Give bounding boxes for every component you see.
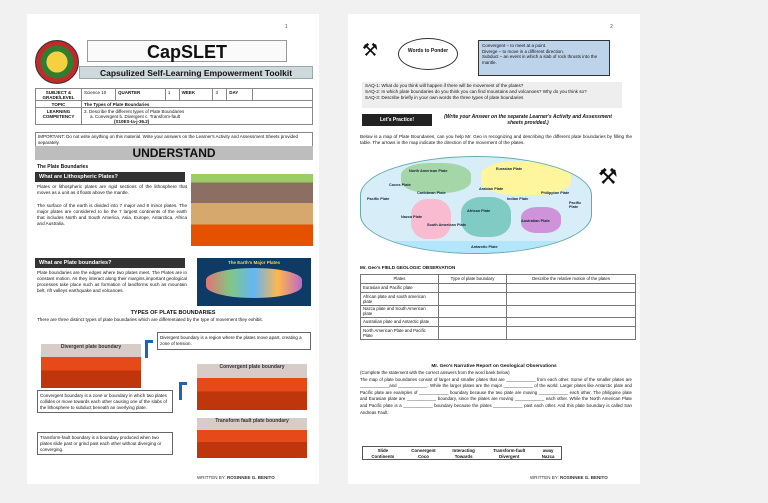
- day-value: [253, 89, 313, 101]
- definitions-box: [478, 40, 610, 76]
- boundary-cell: [439, 284, 507, 293]
- plate-label: Indian Plate: [507, 197, 529, 201]
- info-table: [35, 88, 313, 125]
- table-row: [361, 327, 636, 340]
- saq-3: SAQ-3: Describe briefly in your own words the three types of plate boundaries: [365, 94, 524, 100]
- boundary-cell: [439, 318, 507, 327]
- plates-cell: North American Plate and Pacific Plate: [361, 327, 439, 340]
- table-row: [361, 293, 636, 306]
- plates-cell: African plate and south american plate: [361, 293, 439, 306]
- motion-cell: [507, 318, 636, 327]
- word-bank-word: Interacting: [452, 447, 475, 453]
- word-bank-word: Divergent: [499, 453, 520, 459]
- plate-label: Pacific Plate: [367, 197, 390, 201]
- subject-label: SUBJECT & GRADE/LEVEL: [36, 89, 82, 101]
- observation-table: [360, 274, 636, 340]
- report: [360, 370, 632, 416]
- plate-label: Pacific Plate: [569, 201, 582, 209]
- motion-cell: [507, 284, 636, 293]
- land-shape: [461, 197, 511, 237]
- competency-code: (S10ES-Ia-j-36.2): [114, 118, 150, 124]
- table-row: [361, 305, 636, 318]
- land-shape: [411, 199, 451, 239]
- words-to-ponder-cloud: Words to Ponder: [398, 38, 458, 70]
- divergent-box: Divergent boundary is a region where the plates move apart, creating a zone of tension.: [157, 332, 311, 350]
- plates-cell: Australian plate and Antarctic plate: [361, 318, 439, 327]
- saq-2: SAQ-2: In which plate boundaries do you think you can find mountains and volcanoes? Why do you think so?: [365, 88, 587, 94]
- transform-diagram: [197, 418, 307, 458]
- convergent-diagram: [197, 364, 307, 410]
- table-row: [361, 284, 636, 293]
- geologist-hammer-icon: ⚒: [598, 164, 618, 189]
- plates-map-graphic: [206, 268, 302, 298]
- topic-value: The Types of Plate Boundaries: [82, 101, 313, 108]
- competency-options: a. Convergent b. Divergent c. Transform-fault: [90, 113, 181, 119]
- plates-cell: Eurasian and Pacific plate: [361, 284, 439, 293]
- table-row: [361, 318, 636, 327]
- plate-label: Cocos Plate: [389, 183, 411, 187]
- saq-box: [362, 82, 622, 108]
- quarter-value: 1: [165, 89, 179, 101]
- hammer-icon: ⚒: [362, 40, 379, 60]
- word-bank-row: [363, 453, 562, 460]
- topic-label: TOPIC: [36, 101, 82, 108]
- footer: [197, 475, 275, 480]
- q1-heading: What are Lithospheric Plates?: [35, 172, 185, 182]
- understand-banner: UNDERSTAND: [35, 146, 313, 160]
- competency-cell: [82, 108, 313, 125]
- types-intro: There are three distinct types of plate boundaries which are differentiated by the type of movement they exhibit.: [37, 317, 263, 322]
- land-shape: [401, 163, 471, 193]
- page-title: CapSLET: [87, 40, 287, 62]
- table-header: Describe the relative motion of the plates: [507, 275, 636, 284]
- word-bank-word: Nazca: [541, 453, 555, 459]
- competency-label: LEARNING COMPETENCY: [36, 108, 82, 125]
- convergent-box: Convergent boundary is a zone or boundary in which two plates collides or move towards each other causing one of the slabs of the lithosphere to subduct beneath an overlying plate.: [37, 390, 173, 413]
- plate-label: Philippine Plate: [541, 191, 570, 195]
- boundary-cell: [439, 305, 507, 318]
- subduct-definition: Subduct – an event in which a slab of rock thrusts into the mantle.: [482, 54, 598, 65]
- plate-label: South American Plate: [427, 223, 467, 227]
- types-title: TYPES OF PLATE BOUNDARIES: [130, 310, 216, 316]
- footer-author: ROSINNEE G. BENITO: [560, 475, 608, 480]
- footer-author: ROSINNEE G. BENITO: [227, 475, 275, 480]
- boundary-cell: [439, 327, 507, 340]
- q2-heading: What are Plate boundaries?: [35, 258, 185, 268]
- map-instructions: Below is a map of Plate Boundaries, can you help Mr. Geo in recognizing and describing the different plate boundaries by filling the table. The arrows in the map indicate the direction of the movement of the plates.: [360, 134, 632, 145]
- plate-label: Australian Plate: [521, 219, 550, 223]
- motion-cell: [507, 293, 636, 306]
- quarter-label: QUARTER: [116, 89, 166, 101]
- word-bank-word: Slide: [377, 447, 389, 453]
- word-bank-word: Continents: [371, 453, 395, 459]
- tagline: Capsulized Self-Learning Empowerment Toolkit: [79, 66, 313, 79]
- map-caption: The Earth's Major Plates: [227, 260, 281, 265]
- plate-label: Nazca Plate: [401, 215, 423, 219]
- report-title: Mr. Geo's Narrative Report on Geological Observations: [431, 364, 557, 369]
- q2-text: Plate boundaries are the edges where two plates meet. The Plates are in constant motion. As they interact along their margins,important geological processes take place such as formation of landforms such as mountain belt, rift valleys earthquake and volcanoes.: [37, 270, 187, 293]
- arrow-icon: [145, 340, 153, 358]
- day-label: DAY: [227, 89, 253, 101]
- convergent-label: Convergent plate boundary: [219, 364, 285, 370]
- page-number: 2: [610, 24, 613, 30]
- word-bank-word: Transform-fault: [493, 447, 526, 453]
- plate-boundaries-map: [360, 156, 592, 254]
- week-value: 3: [213, 89, 227, 101]
- lets-practice-banner: Let's Practice!: [362, 114, 432, 126]
- section-title: The Plate Boundaries: [37, 164, 89, 170]
- word-bank-word: Coco: [417, 453, 429, 459]
- subject-value: Science 10: [82, 89, 116, 101]
- report-instructions: (Complete the statement with the correct answers from the word bank below): [360, 370, 510, 375]
- word-bank-word: Towards: [454, 453, 473, 459]
- boundary-cell: [439, 293, 507, 306]
- arrow-icon: [179, 382, 187, 400]
- motion-cell: [507, 305, 636, 318]
- plate-label: Caribbean Plate: [417, 191, 446, 195]
- important-note: IMPORTANT: Do not write anything on this material. Write your answers on the Learner's Activity and Assessment Sheets provided separately.: [35, 132, 313, 148]
- report-text: The map of plate boundaries consist of larger and smaller plates that are ____________ from each other. Some of the smaller plates are ____________and ____________. While the larger plates are the major ____________ of the world. Larger plates like Antarctic plate and Pacific plate are examples of ____________ boundary because the two plate are moving ____________ each other. The philippine plate and Eurasian plate are ____________ boundary, since the plates are moving ____________ each other. While the North American Plate and Pacific plate is a ____________ boundary because the plates ____________ past each other. And this plate boundary is called San Andreas Fault.: [360, 376, 632, 415]
- practice-note: (Write your Answer on the separate Learner's Activity and Assessment sheets provided.): [444, 114, 612, 126]
- convergent-definition: Convergent – to meet at a point.: [482, 43, 547, 48]
- footer-prefix: WRITTEN BY:: [197, 475, 226, 480]
- plate-label: Eurasian Plate: [496, 167, 523, 171]
- divergent-definition: Diverge – to move in a different direction.: [482, 48, 564, 54]
- header: [35, 40, 313, 84]
- saq-1: SAQ-1: What do you think will happen if there will be movement of the plates?: [365, 83, 524, 88]
- word-bank-word: Convergent: [411, 447, 436, 453]
- lithosphere-illustration: [191, 174, 313, 246]
- q1-text: Plates or lithospheric plates are rigid sections of the lithosphere that moves as a unit as it floats above the mantle.: [37, 184, 187, 195]
- earth-plates-map: [197, 258, 311, 306]
- plate-label: Arabian Plate: [479, 187, 504, 191]
- q1-text-2: The surface of the earth is divided into 7 major and 8 minor plates. The major plates are considered to be the 7 largest continents of the earth that includes North and South America, Asia, Europe, Antarctica, Africa and Australia.: [37, 203, 187, 226]
- transform-label: Transform fault plate boundary: [215, 418, 289, 424]
- plates-cell: Nazca plate and South American plate: [361, 305, 439, 318]
- table-header: Type of plate boundary: [439, 275, 507, 284]
- table-header: Plates: [361, 275, 439, 284]
- page-number: 1: [285, 24, 288, 30]
- word-bank: [362, 446, 562, 460]
- table-title: Mr. Geo's FIELD GEOLOGIC OBSERVATION: [360, 265, 456, 270]
- week-label: WEEK: [179, 89, 213, 101]
- motion-cell: [507, 327, 636, 340]
- transform-box: Transform-fault boundary is a boundary produced when two plates slide past or grind past each other without diverging or converging.: [37, 432, 173, 455]
- divergent-diagram: [41, 344, 141, 388]
- plate-label: North American Plate: [409, 169, 448, 173]
- competency-value: 3. Describe the different types of Plate Boundaries: [84, 108, 185, 114]
- divergent-label: Divergent plate boundary: [60, 344, 122, 350]
- page-1: [27, 14, 319, 484]
- footer: [530, 475, 608, 480]
- plate-label: African Plate: [467, 209, 491, 213]
- plate-label: Antarctic Plate: [471, 245, 498, 249]
- footer-prefix: WRITTEN BY:: [530, 475, 559, 480]
- page-2: [348, 14, 640, 484]
- school-logo: [35, 40, 79, 84]
- word-bank-word: away: [542, 447, 554, 453]
